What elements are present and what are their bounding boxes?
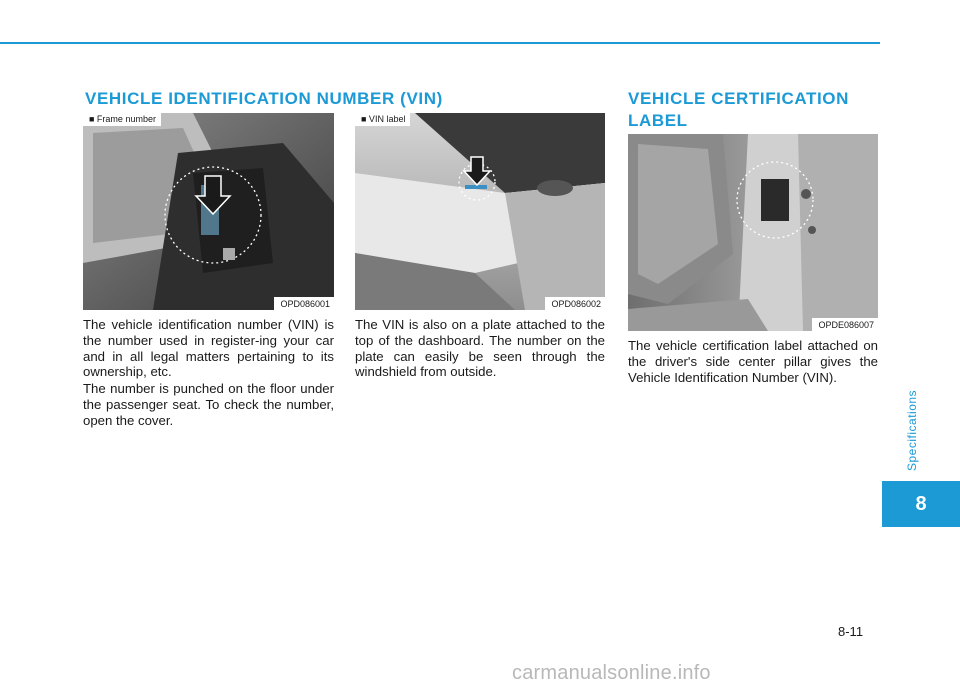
page-number: 8-11 [838,624,864,639]
cert-paragraph: The vehicle certification label attached on the driver's side center pillar gives the Vehicle Identification Number (VIN). [628,338,878,385]
watermark: carmanualsonline.info [512,662,711,684]
vin-paragraph-1: The vehicle identification number (VIN) is the number used in register-ing your car and in all legal matters pertaining to its ownership, etc. [83,317,334,380]
cert-figure-code: OPDE086007 [812,318,878,331]
figure2-code: OPD086002 [545,297,605,310]
cert-heading: VEHICLE CERTIFICATION LABEL [628,89,850,130]
cert-label-illustration [628,134,878,331]
cert-label-photo [628,134,878,331]
top-rule [0,42,880,44]
vin-label-caption: ■ VIN label [355,113,410,126]
frame-number-label: ■ Frame number [83,113,161,126]
section-side-label: Specifications [905,389,919,471]
frame-number-photo [83,113,334,310]
frame-number-illustration [83,113,334,310]
figure1-code: OPD086001 [274,297,334,310]
vin-label-photo [355,113,605,310]
vin-label-illustration [355,113,605,310]
vin-paragraph-3: The VIN is also on a plate attached to the top of the dashboard. The number on the plate can easily be seen through the windshield from outside. [355,317,605,380]
vin-paragraph-2: The number is punched on the floor under the passenger seat. To check the number, open the cover. [83,381,334,428]
vin-heading: VEHICLE IDENTIFICATION NUMBER (VIN) [85,89,443,108]
chapter-tab[interactable]: 8 [882,481,960,527]
